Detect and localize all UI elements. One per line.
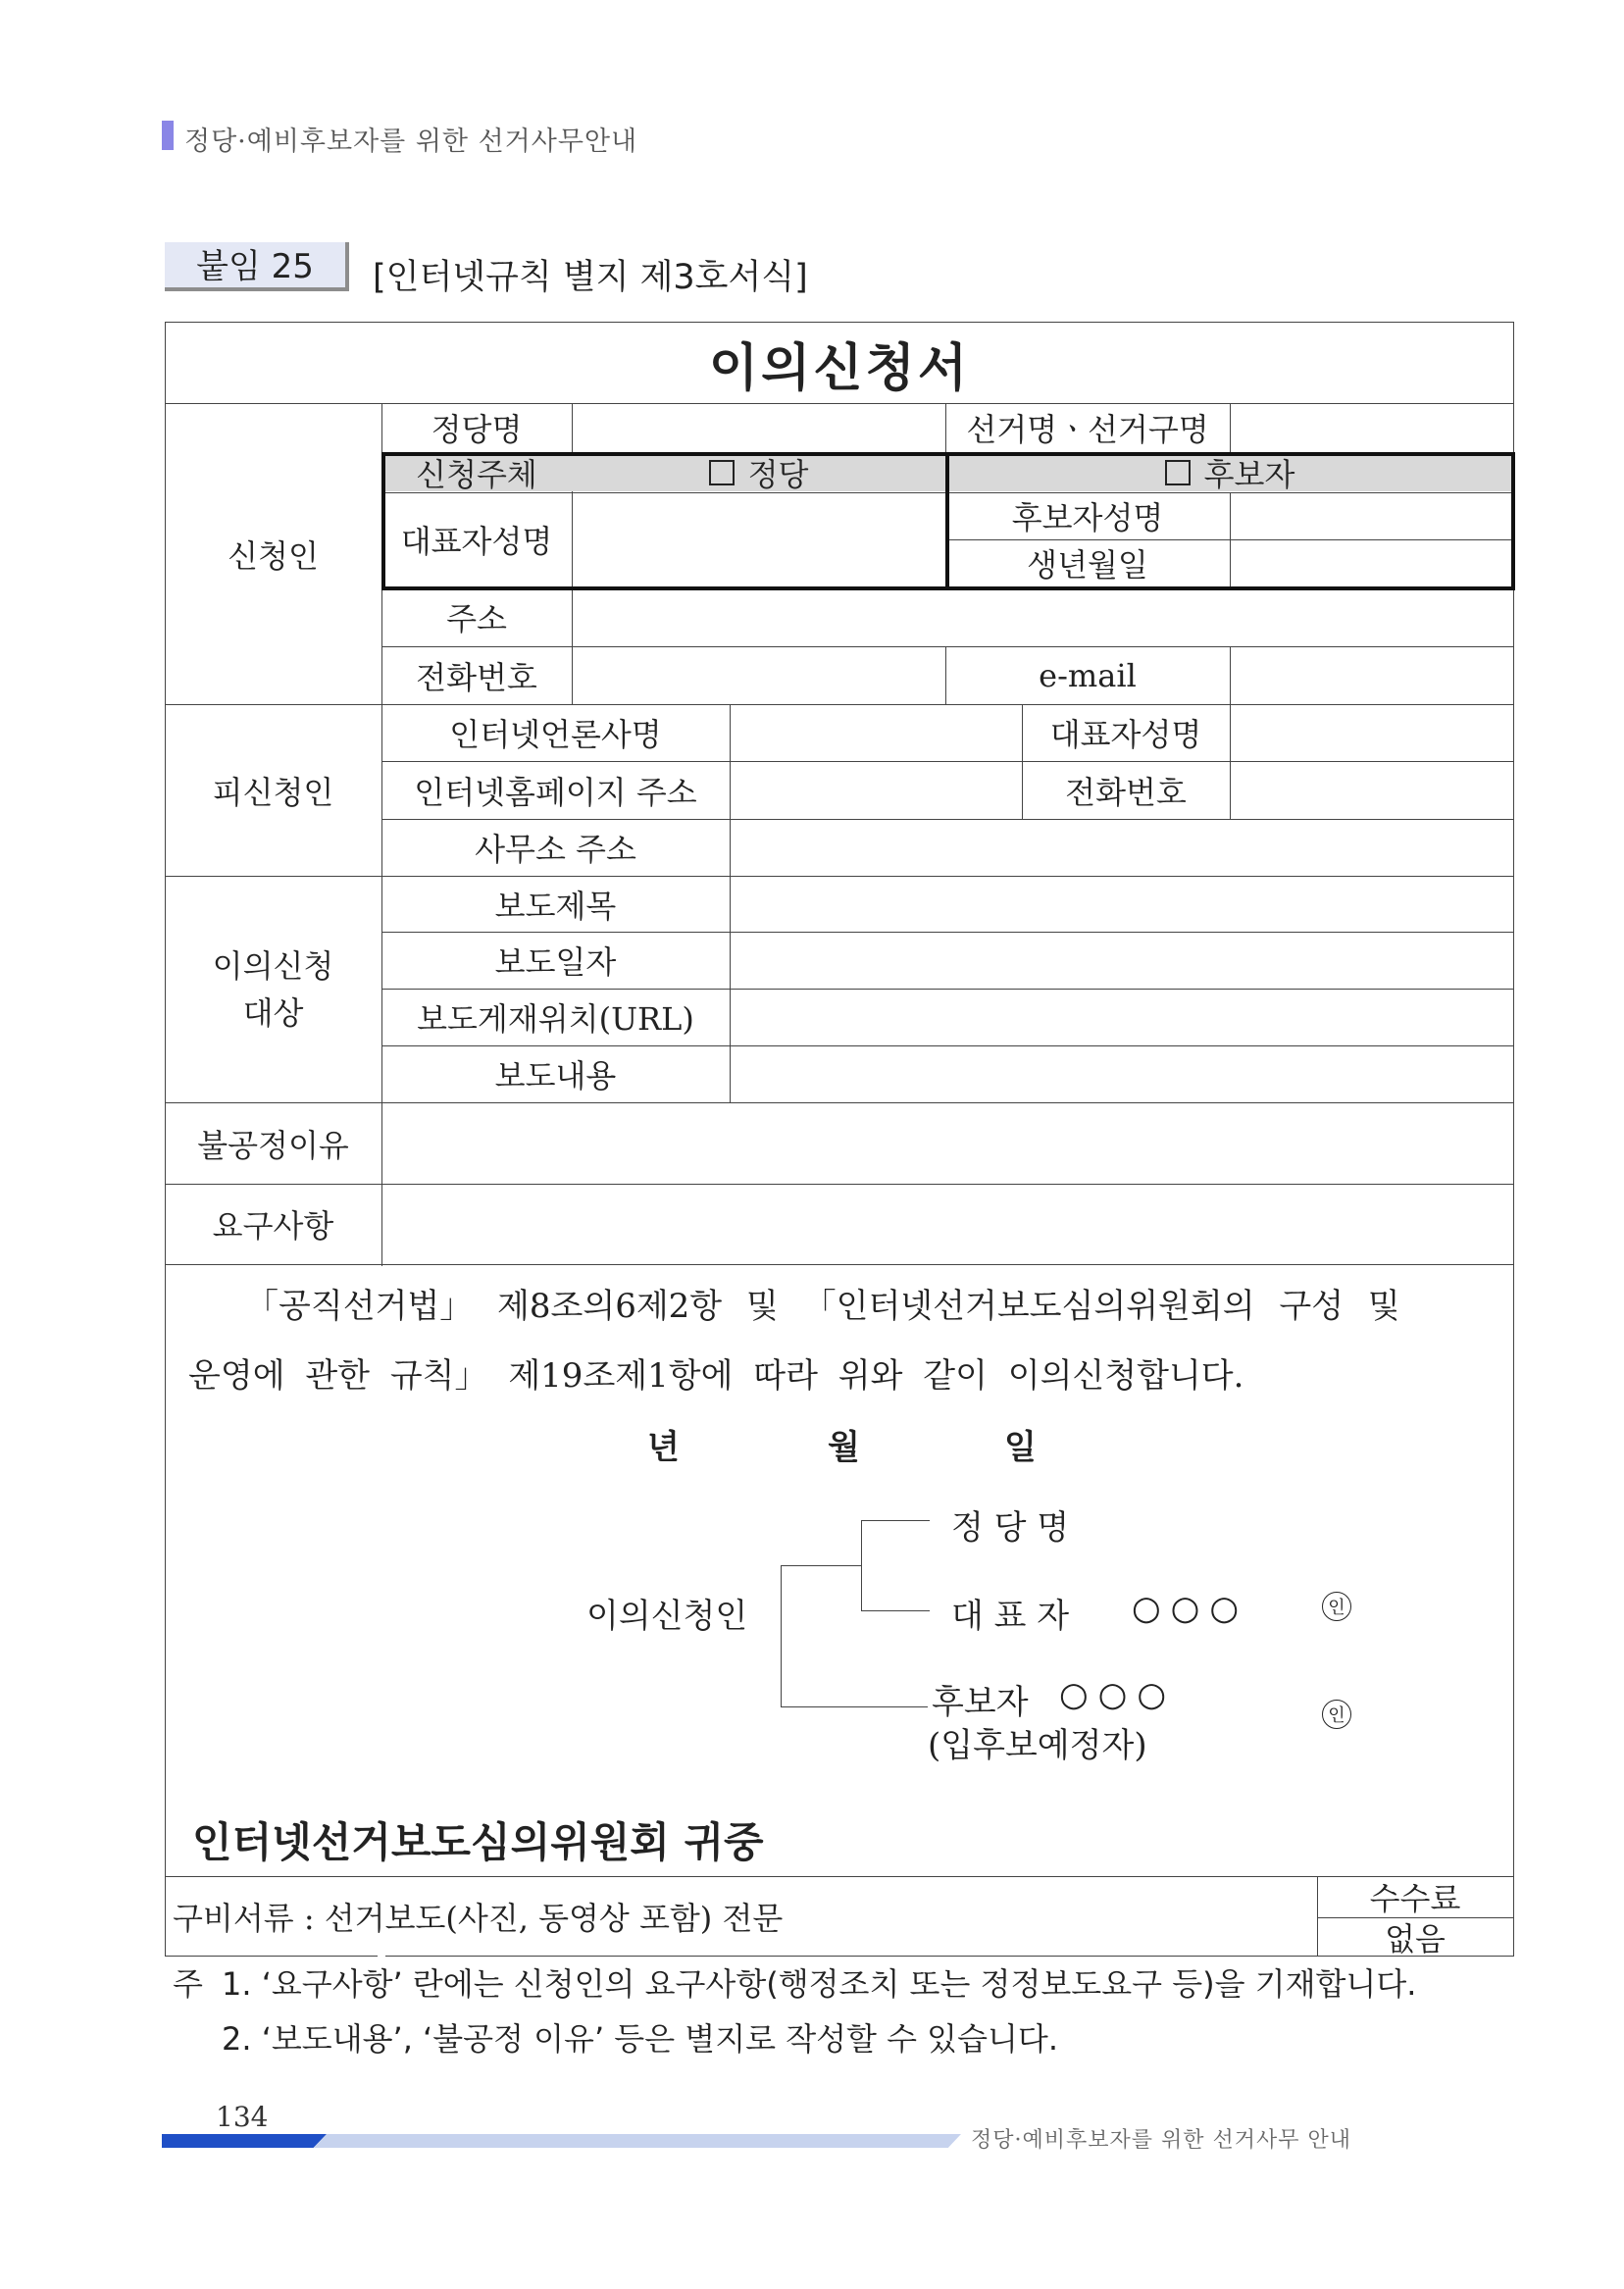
seal-icon: 인 bbox=[1322, 1700, 1351, 1729]
report-url-label: 보도게재위치(URL) bbox=[417, 1000, 694, 1038]
option-candidate-checkbox[interactable]: 후보자 bbox=[945, 452, 1514, 492]
party-name-label: 정당명 bbox=[431, 411, 523, 448]
applicant-type-label: 신청주체 bbox=[416, 455, 537, 493]
footer-running-title: 정당·예비후보자를 위한 선거사무 안내 bbox=[971, 2128, 1352, 2153]
representative-name-placeholder: ○○○ bbox=[1132, 1589, 1249, 1628]
election-name-field[interactable] bbox=[1230, 403, 1514, 452]
statement-line-2: 운영에 관한 규칙」 제19조제1항에 따라 위와 같이 이의신청합니다. bbox=[188, 1356, 1244, 1396]
representative-name-field[interactable] bbox=[572, 492, 945, 586]
signature-candidate: 후보자 bbox=[932, 1683, 1029, 1722]
applicant-section-label: 신청인 bbox=[228, 536, 319, 575]
unfair-reason-field[interactable] bbox=[381, 1102, 1514, 1184]
representative-name-label: 대표자성명 bbox=[400, 523, 553, 560]
page-number: 134 bbox=[216, 2101, 269, 2133]
request-field[interactable] bbox=[381, 1184, 1514, 1264]
note-1: 1. ‘요구사항’ 란에는 신청인의 요구사항(행정조치 또는 정정보도요구 등)을 기재합니다. bbox=[222, 1965, 1417, 2003]
signature-representative: 대 표 자 bbox=[951, 1597, 1070, 1636]
respondent-section-label: 피신청인 bbox=[212, 773, 334, 811]
homepage-field[interactable] bbox=[730, 761, 1022, 819]
notes-prefix: 주 bbox=[173, 1965, 203, 2003]
checkbox-icon bbox=[709, 460, 735, 485]
date-month: 월 bbox=[828, 1428, 860, 1467]
required-documents: 구비서류 : 선거보도(사진, 동영상 포함) 전문 bbox=[173, 1899, 784, 1937]
request-label: 요구사항 bbox=[212, 1207, 334, 1245]
phone-label: 전화번호 bbox=[416, 658, 537, 696]
fee-value: 없음 bbox=[1385, 1919, 1446, 1958]
election-name-label: 선거명ㆍ선거구명 bbox=[966, 411, 1209, 448]
phone-field[interactable] bbox=[572, 646, 945, 704]
checkbox-icon bbox=[1165, 460, 1191, 485]
media-name-label: 인터넷언론사명 bbox=[449, 716, 662, 753]
target-section-label: 이의신청 대상 bbox=[212, 946, 334, 1032]
unfair-reason-label: 불공정이유 bbox=[197, 1126, 349, 1164]
office-address-label: 사무소 주소 bbox=[475, 831, 636, 868]
respondent-rep-label: 대표자성명 bbox=[1049, 716, 1202, 753]
date-year: 년 bbox=[647, 1428, 680, 1467]
running-title: 정당·예비후보자를 위한 선거사무안내 bbox=[184, 127, 638, 157]
email-field[interactable] bbox=[1230, 646, 1514, 704]
report-date-field[interactable] bbox=[730, 932, 1514, 989]
report-url-field[interactable] bbox=[730, 989, 1514, 1045]
homepage-label: 인터넷홈페이지 주소 bbox=[414, 773, 697, 811]
candidate-name-label: 후보자성명 bbox=[1011, 499, 1164, 536]
footer-rule bbox=[314, 2134, 961, 2148]
candidate-name-placeholder: ○○○ bbox=[1059, 1675, 1177, 1714]
candidate-note: (입후보예정자) bbox=[928, 1726, 1147, 1765]
report-content-label: 보도내용 bbox=[494, 1057, 617, 1094]
birth-date-label: 생년월일 bbox=[1027, 546, 1148, 584]
address-label: 주소 bbox=[446, 599, 507, 637]
report-title-label: 보도제목 bbox=[494, 887, 617, 925]
attachment-label: 붙임 25 bbox=[165, 242, 349, 291]
note-2: 2. ‘보도내용’, ‘불공정 이유’ 등은 별지로 작성할 수 있습니다. bbox=[222, 2020, 1059, 2058]
email-label: e-mail bbox=[1039, 656, 1137, 694]
respondent-phone-field[interactable] bbox=[1230, 761, 1514, 819]
recipient: 인터넷선거보도심의위원회 귀중 bbox=[192, 1818, 764, 1866]
report-content-field[interactable] bbox=[730, 1045, 1514, 1102]
seal-icon: 인 bbox=[1322, 1592, 1351, 1621]
office-address-field[interactable] bbox=[730, 819, 1514, 876]
respondent-rep-field[interactable] bbox=[1230, 704, 1514, 761]
date-day: 일 bbox=[1004, 1428, 1037, 1467]
form-title: 이의신청서 bbox=[708, 337, 971, 398]
candidate-name-field[interactable] bbox=[1230, 492, 1514, 539]
fee-label: 수수료 bbox=[1369, 1880, 1461, 1917]
respondent-phone-label: 전화번호 bbox=[1065, 773, 1187, 811]
option-party-checkbox[interactable]: 정당 bbox=[572, 452, 945, 492]
birth-date-field[interactable] bbox=[1230, 539, 1514, 586]
statement-line-1: 「공직선거법」 제8조의6제2항 및 「인터넷선거보도심의위원회의 구성 및 bbox=[245, 1287, 1400, 1326]
report-title-field[interactable] bbox=[730, 876, 1514, 932]
signature-party-name: 정 당 명 bbox=[951, 1508, 1070, 1548]
form-reference: [인터넷규칙 별지 제3호서식] bbox=[373, 258, 808, 297]
party-name-field[interactable] bbox=[572, 403, 945, 452]
applicant-signature-label: 이의신청인 bbox=[586, 1597, 748, 1636]
footer-accent-bar bbox=[162, 2134, 327, 2148]
header-accent-bar bbox=[162, 121, 174, 150]
address-field[interactable] bbox=[572, 586, 1514, 646]
report-date-label: 보도일자 bbox=[494, 943, 617, 981]
media-name-field[interactable] bbox=[730, 704, 1022, 761]
